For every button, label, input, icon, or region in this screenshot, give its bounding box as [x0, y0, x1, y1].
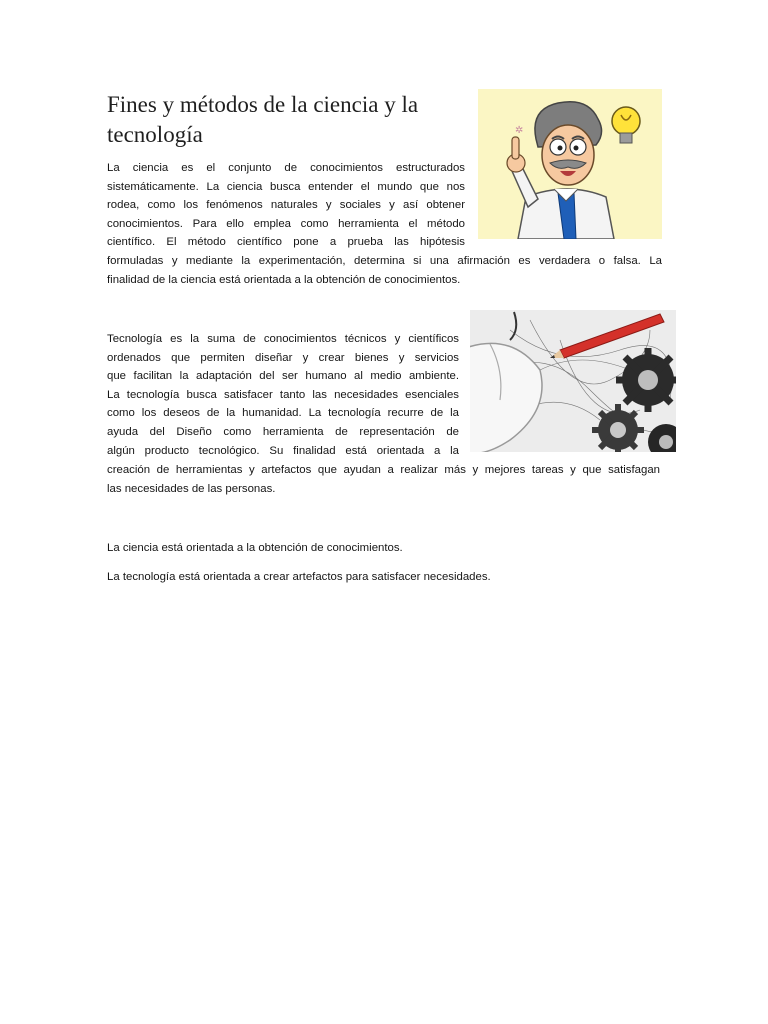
title-line-2: tecnología [107, 122, 203, 147]
science-paragraph-wrapped [107, 159, 465, 252]
science-line-3: rodea, como los fenómenos naturales y sociales y así obtener [107, 199, 465, 212]
technology-line-1: Tecnología es la suma de conocimientos técnicos y científicos [107, 333, 459, 345]
technology-line-8: creación de herramientas y artefactos que ayudan a realizar más y mejores tareas y que satisfagan [107, 464, 660, 476]
technology-paragraph-wrapped [107, 330, 459, 460]
science-line-6: formuladas y mediante la experimentación, determina si una afirmación es verdadera o falsa. La [107, 255, 662, 267]
technology-line-5: como los deseos de la humanidad. La tecnología recurre de la [107, 407, 459, 420]
science-line-5: científico. El método científico pone a prueba las hipótesis [107, 236, 465, 249]
science-line-2: sistemáticamente. La ciencia busca entender el mundo que nos [107, 180, 465, 193]
technology-line-7: algún producto tecnológico. Su finalidad está orientada a la [107, 444, 459, 457]
technology-illustration [470, 310, 676, 452]
page-title [107, 90, 467, 150]
science-line-1: La ciencia es el conjunto de conocimientos estructurados [107, 162, 465, 174]
technology-paragraph-full [107, 461, 660, 498]
gear-icon [616, 348, 676, 412]
technology-line-3: que facilitan la adaptación del ser humano al medio ambiente. [107, 370, 459, 383]
svg-text:✲: ✲ [515, 125, 524, 136]
scientist-illustration [478, 89, 662, 239]
science-line-7: finalidad de la ciencia está orientada a la obtención de conocimientos. [107, 273, 461, 286]
science-paragraph-full [107, 252, 662, 289]
title-line-1: Fines y métodos de la ciencia y la [107, 92, 419, 117]
technology-line-9: las necesidades de las personas. [107, 482, 276, 495]
technology-line-4: La tecnología busca satisfacer tanto las necesidades esenciales [107, 388, 459, 401]
science-line-4: conocimientos. Para ello emplea como herramienta el método [107, 217, 465, 230]
lightbulb-icon [612, 107, 640, 143]
summary-technology: La tecnología está orientada a crear artefactos para satisfacer necesidades. [107, 571, 491, 583]
summary-science: La ciencia está orientada a la obtención de conocimientos. [107, 542, 403, 554]
technology-line-2: ordenados que permiten diseñar y crear bienes y servicios [107, 351, 459, 364]
technology-line-6: ayuda del Diseño como herramienta de representación de [107, 425, 459, 438]
